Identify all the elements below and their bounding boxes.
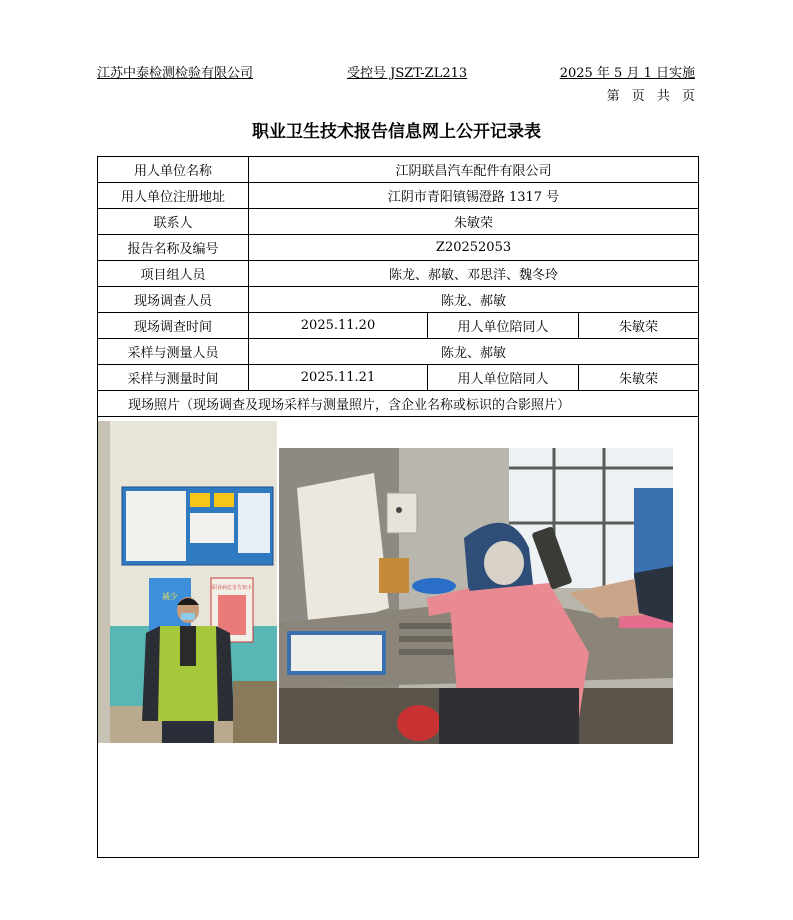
photos-cell [98, 417, 699, 858]
sampling-time-label: 采样与测量时间 [98, 365, 249, 391]
survey-time-value: 2025.11.20 [249, 313, 428, 339]
contact-label: 联系人 [98, 209, 249, 235]
sampling-staff-value: 陈龙、郝敏 [249, 339, 699, 365]
escort-value-1: 朱敏荣 [579, 313, 699, 339]
photos-caption: 现场照片（现场调查及现场采样与测量照片，含企业名称或标识的合影照片） [98, 391, 699, 417]
survey-time-label: 现场调查时间 [98, 313, 249, 339]
effective-date: 2025 年 5 月 1 日实施 [559, 66, 695, 81]
report-label: 报告名称及编号 [98, 235, 249, 261]
document-header [97, 62, 695, 80]
team-value: 陈龙、郝敏、邓思洋、魏冬玲 [249, 261, 699, 287]
escort-value-2: 朱敏荣 [579, 365, 699, 391]
report-number: Z20252053 [249, 235, 699, 261]
address-value: 江阴市青阳镇锡澄路 1317 号 [249, 183, 699, 209]
sampling-time-value: 2025.11.21 [249, 365, 428, 391]
contact-value: 朱敏荣 [249, 209, 699, 235]
svg-text:减少: 减少 [162, 592, 178, 601]
page-title: 职业卫生技术报告信息网上公开记录表 [252, 122, 541, 142]
unit-name-value: 江阴联昌汽车配件有限公司 [249, 157, 699, 183]
sampling-photo [279, 448, 673, 744]
escort-label-2: 用人单位陪同人 [428, 365, 579, 391]
survey-staff-value: 陈龙、郝敏 [249, 287, 699, 313]
escort-label-1: 用人单位陪同人 [428, 313, 579, 339]
group-photo [98, 421, 277, 743]
team-label: 项目组人员 [98, 261, 249, 287]
address-label: 用人单位注册地址 [98, 183, 249, 209]
unit-name-label: 用人单位名称 [98, 157, 249, 183]
control-number: 受控号 JSZT-ZL213 [347, 66, 468, 81]
company-name: 江苏中泰检测检验有限公司 [97, 66, 254, 81]
survey-staff-label: 现场调查人员 [98, 287, 249, 313]
record-form [97, 156, 699, 858]
poster-text: 职业病危害告知卡 [211, 585, 253, 591]
page-info: 第 页 共 页 [606, 89, 695, 104]
sampling-staff-label: 采样与测量人员 [98, 339, 249, 365]
